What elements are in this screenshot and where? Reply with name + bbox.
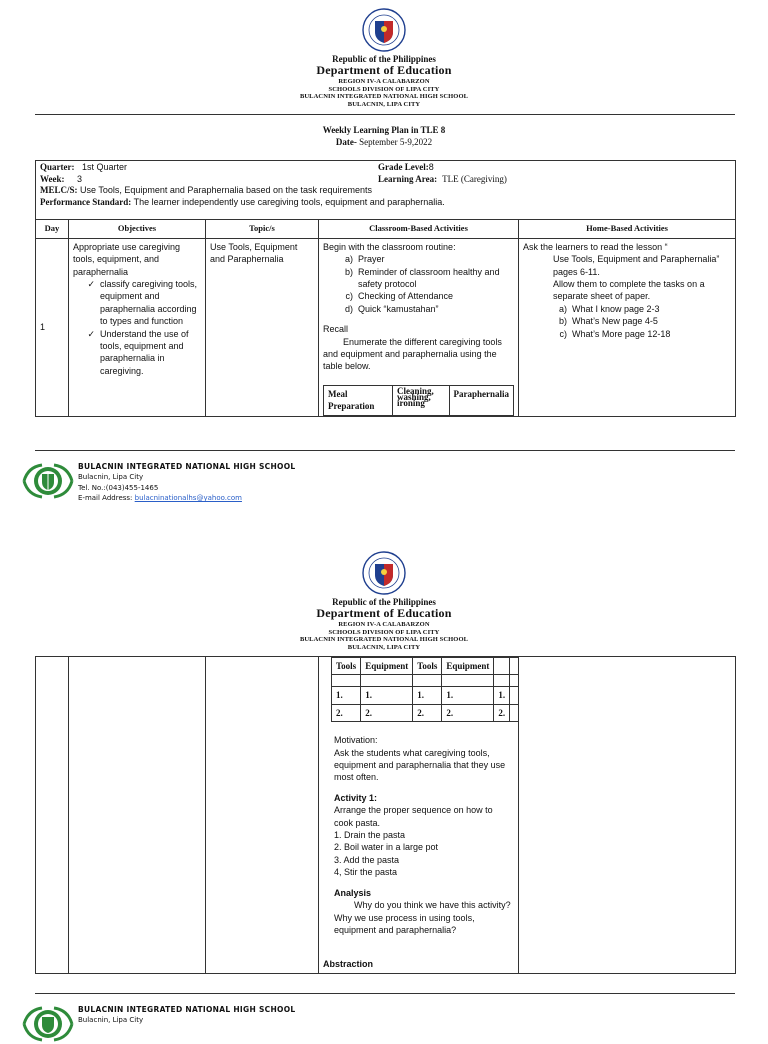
home-cell: Ask the learners to read the lesson “ Use Tools, Equipment and Paraphernalia” pages 6-11. Allow them to complete the tasks on a separate sheet of paper. a) What I know page 2-3 b) What’s New page 4-5 c) What’s More page 12-18 — [519, 238, 736, 416]
tools-mini-table: Tools Equipment Tools Equipment 1. 1. 1. 1. 1. 2. 2. 2. 2. 2. — [331, 657, 519, 722]
footer-school-name: BULACNIN INTEGRATED NATIONAL HIGH SCHOOL — [78, 462, 296, 471]
footer-divider — [35, 450, 735, 451]
analysis-title: Analysis — [334, 887, 372, 898]
home-task-item: c) What’s More page 12-18 — [559, 328, 671, 339]
routine-item: d) Quick “kamustahan” — [344, 303, 439, 314]
performance-standard-value: The learner independently use caregiving tools, equipment and paraphernalia. — [133, 197, 445, 208]
classroom-cell-continued — [319, 657, 519, 974]
abstraction-title: Abstraction — [323, 959, 374, 970]
col-classroom: Classroom-Based Activities — [319, 220, 519, 239]
column-header-row — [36, 220, 736, 239]
objective-item: ✓ classify caregiving tools, equipment and paraphernalia according to types and function — [87, 278, 198, 327]
topic-cell: Use Tools, Equipment and Paraphernalia — [206, 238, 319, 416]
grade-value: 8 — [428, 162, 434, 172]
quarter-value: 1st Quarter — [82, 162, 128, 172]
school-logo-icon — [22, 1004, 74, 1044]
routine-item: c) Checking of Attendance — [345, 291, 454, 302]
deped-seal-icon — [362, 8, 406, 52]
week-value: 3 — [77, 173, 83, 184]
day1-row — [36, 238, 736, 416]
classroom-cell: Begin with the classroom routine: a) Prayer b) Reminder of classroom healthy and safety protocol c) Checking of Attendance d) Quick “kamustahan” Recall Enumerate the different caregiving tools and equipment and paraphernalia using the table below. Meal Preparation Cleaning, washing, ironing Paraphernalia — [319, 238, 519, 416]
region-text: REGION IV-A CALABARZON — [338, 78, 430, 86]
routine-item: a) Prayer — [344, 254, 385, 265]
school-text: BULACNIN INTEGRATED NATIONAL HIGH SCHOOL — [299, 93, 469, 101]
day1-row-continued — [36, 657, 736, 974]
melc-value: Use Tools, Equipment and Paraphernalia based on the task requirements — [80, 185, 373, 196]
motivation-title: Motivation: — [334, 735, 378, 746]
learning-area-value: TLE (Caregiving) — [442, 174, 507, 184]
department-text: Department of Education — [316, 63, 452, 78]
recall-mini-table: Meal Preparation Cleaning, washing, ironing Paraphernalia — [323, 385, 514, 416]
learning-plan-table-continued — [35, 656, 736, 974]
plan-title-block — [0, 125, 768, 148]
info-row: Quarter: 1st Quarter Week: 3 Grade Level:8 Learning Area: TLE (Caregiving) MELC/S: Use Tools, Equipment and Paraphernalia based on the task requirements Performance Standard: The learner independently use caregiving tools, equipment and paraphernalia. — [36, 161, 736, 220]
plan-title: Weekly Learning Plan in TLE 8 — [322, 125, 446, 135]
step-item: 4, Stir the pasta — [334, 867, 398, 878]
footer-contact — [78, 461, 295, 504]
activity-title: Activity 1: — [334, 792, 378, 803]
step-item: 1. Drain the pasta — [334, 830, 406, 841]
routine-item: b) Reminder of classroom healthy and safety protocol — [344, 266, 500, 289]
school-logo-icon — [22, 461, 74, 501]
deped-seal-icon — [362, 551, 406, 595]
republic-text: Republic of the Philippines — [332, 54, 436, 64]
home-task-item: b) What’s New page 4-5 — [558, 316, 658, 327]
plan-date: Date- September 5-9,2022 — [335, 136, 433, 147]
analysis-text: Why do you think we have this activity? Why we use process in using tools, equipment and paraphernalia? — [334, 900, 511, 935]
header-divider — [35, 114, 735, 115]
recall-title: Recall — [323, 324, 349, 335]
division-text: SCHOOLS DIVISION OF LIPA CITY — [328, 85, 440, 93]
motivation-text: Ask the students what caregiving tools, equipment and paraphernalia that they use most often. — [334, 747, 506, 783]
footer-tel: Tel. No.:(043)455-1465 — [78, 483, 159, 492]
col-topics: Topic/s — [206, 220, 319, 239]
col-objectives: Objectives — [69, 220, 206, 239]
footer-email-link[interactable]: bulacninationalhs@yahoo.com — [134, 494, 242, 503]
page1-header — [0, 54, 768, 108]
footer-contact: BULACNIN INTEGRATED NATIONAL HIGH SCHOOL Bulacnin, Lipa City — [78, 1005, 296, 1025]
footer-city: Bulacnin, Lipa City — [78, 473, 144, 482]
col-home: Home-Based Activities — [519, 220, 736, 239]
footer-email-line: E-mail Address: bulacninationalhs@yahoo.com — [78, 494, 242, 503]
day-cell: 1 — [36, 238, 69, 416]
col-day: Day — [36, 220, 69, 239]
step-item: 2. Boil water in a large pot — [334, 842, 439, 853]
learning-plan-table — [35, 160, 736, 417]
step-item: 3. Add the pasta — [334, 854, 400, 865]
activity-text: Arrange the proper sequence on how to cook pasta. — [334, 805, 493, 828]
location-text: BULACNIN, LIPA CITY — [347, 100, 421, 108]
home-task-item: a) What I know page 2-3 — [558, 303, 660, 314]
objective-item: ✓ Understand the use of tools, equipment and paraphernalia in caregiving. — [87, 328, 189, 376]
objectives-cell: Appropriate use caregiving tools, equipment, and paraphernalia ✓ classify caregiving tools, equipment and paraphernalia according to types and function ✓ Understand the use of tools, equipment and paraphernalia in caregiving. — [69, 238, 206, 416]
footer-divider — [35, 993, 735, 994]
recall-text: Enumerate the different caregiving tools and equipment and paraphernalia using the table below. — [323, 336, 502, 372]
page2-header: Republic of the Philippines Department of Education REGION IV-A CALABARZON SCHOOLS DIVISION OF LIPA CITY BULACNIN INTEGRATED NATIONAL HIGH SCHOOL BULACNIN, LIPA CITY — [299, 597, 469, 651]
